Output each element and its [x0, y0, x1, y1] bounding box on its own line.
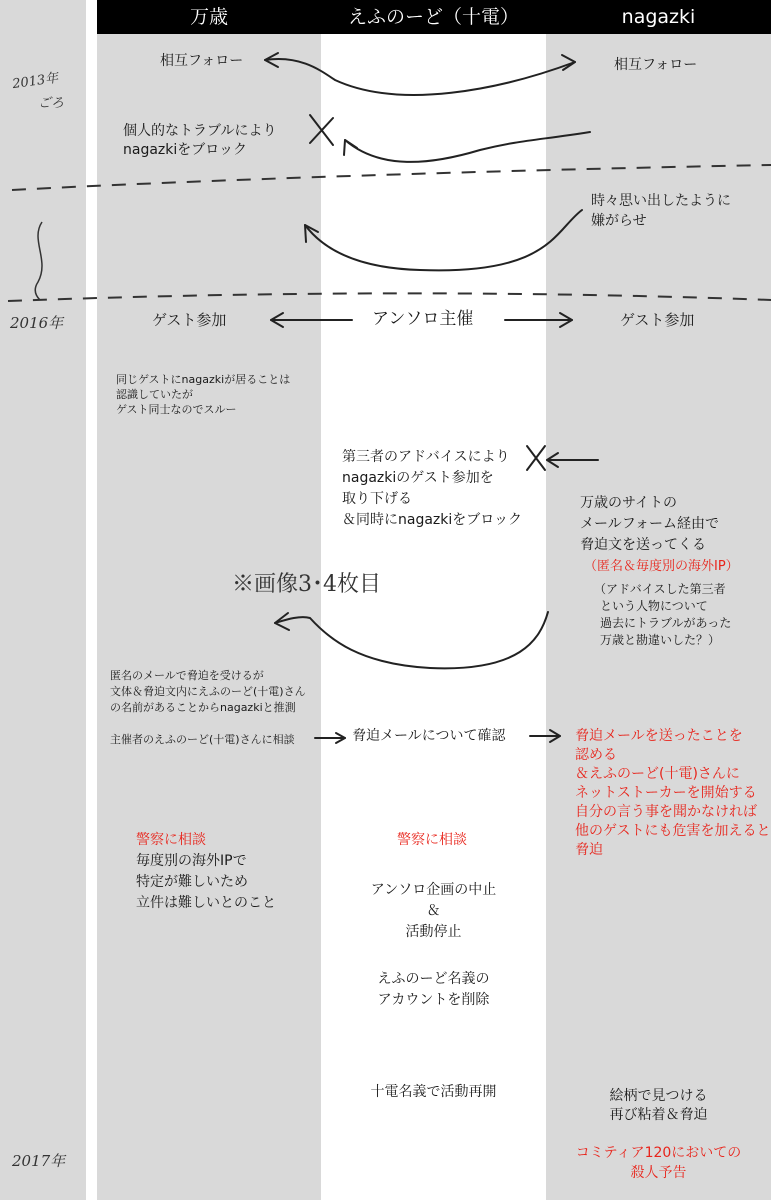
mistake-text-4: 万歳と勘違いした？）: [600, 633, 721, 647]
stop-text-1: アンソロ企画の中止: [370, 882, 497, 898]
column-efunodo: [321, 0, 546, 1200]
block-text-1: 個人的なトラブルにより: [123, 123, 277, 139]
stop-text-2: ＆: [426, 903, 441, 919]
harass-text-1: 時々思い出したように: [591, 193, 731, 209]
threat-text-2: メールフォーム経由で: [580, 516, 720, 532]
mistake-text-1: （アドバイスした第三者: [594, 582, 726, 596]
header-banzai: 万歳: [97, 0, 321, 34]
year-2013: 2013年: [11, 70, 60, 93]
admit-text-5: 自分の言う事を聞かなければ: [575, 804, 757, 820]
police-a-label: 警察に相談: [136, 832, 206, 848]
resume-text: 十電名義で活動再開: [370, 1084, 497, 1100]
guest-left-label: ゲスト参加: [152, 311, 227, 329]
stop-text-3: 活動停止: [405, 924, 462, 940]
timeline-column: [0, 0, 86, 1200]
threat-text-1: 万歳のサイトの: [580, 495, 678, 511]
advice-text-4: ＆同時にnagazkiをブロック: [342, 512, 522, 528]
aware-text-2: 認識していたが: [116, 388, 193, 401]
column-banzai: [97, 0, 321, 1200]
advice-text-3: 取り下げる: [342, 491, 412, 507]
year-2016: 2016年: [10, 314, 64, 332]
follow-right-label: 相互フォロー: [614, 57, 698, 73]
advice-text-2: nagazkiのゲスト参加を: [342, 470, 494, 486]
police-a-text-1: 毎度別の海外IPで: [136, 853, 247, 869]
image-note: ※画像3･4枚目: [232, 572, 381, 597]
advice-text-1: 第三者のアドバイスにより: [342, 449, 510, 465]
guess-text-3: の名前があることからnagazkiと推測: [110, 701, 296, 714]
consult-text: 主催者のえふのーど(十電)さんに相談: [110, 733, 295, 746]
anthology-label: アンソロ主催: [372, 309, 474, 329]
admit-text-7: 脅迫: [575, 842, 603, 858]
admit-text-6: 他のゲストにも危害を加えると: [575, 823, 771, 839]
threat-text-4: （匿名＆毎度別の海外IP）: [584, 559, 739, 574]
police-a-text-2: 特定が難しいため: [136, 874, 248, 890]
kill-text-2: 殺人予告: [630, 1165, 687, 1181]
find-text-1: 絵柄で見つける: [609, 1088, 708, 1104]
confirm-text: 脅迫メールについて確認: [352, 728, 506, 744]
guest-right-label: ゲスト参加: [620, 311, 695, 329]
police-a-text-3: 立件は難しいとのこと: [136, 895, 276, 911]
admit-text-2: 認める: [575, 747, 617, 763]
header-efunodo: えふのーど（十電）: [321, 0, 546, 34]
mistake-text-3: 過去にトラブルがあった: [600, 616, 732, 630]
header-nagazki: nagazki: [546, 0, 771, 34]
police-b-label: 警察に相談: [397, 832, 467, 848]
harass-text-2: 嫌がらせ: [591, 213, 647, 229]
follow-left-label: 相互フォロー: [160, 53, 244, 69]
mistake-text-2: という人物について: [600, 599, 708, 613]
guess-text-2: 文体＆脅迫文内にえふのーど(十電)さん: [110, 685, 306, 698]
delete-text-2: アカウントを削除: [377, 992, 490, 1008]
guess-text-1: 匿名のメールで脅迫を受けるが: [110, 669, 264, 682]
admit-text-3: ＆えふのーど(十電)さんに: [575, 766, 740, 782]
admit-text-1: 脅迫メールを送ったことを: [575, 728, 743, 744]
block-text-2: nagazkiをブロック: [123, 142, 247, 158]
kill-text-1: コミティア120においての: [575, 1145, 742, 1161]
year-2013-sub: ごろ: [38, 96, 65, 111]
aware-text-3: ゲスト同士なのでスルー: [116, 403, 237, 416]
find-text-2: 再び粘着＆脅迫: [609, 1107, 708, 1123]
year-2017: 2017年: [12, 1152, 66, 1170]
threat-text-3: 脅迫文を送ってくる: [580, 537, 706, 553]
delete-text-1: えふのーど名義の: [377, 971, 490, 987]
aware-text-1: 同じゲストにnagazkiが居ることは: [116, 373, 291, 386]
admit-text-4: ネットストーカーを開始する: [575, 785, 757, 801]
